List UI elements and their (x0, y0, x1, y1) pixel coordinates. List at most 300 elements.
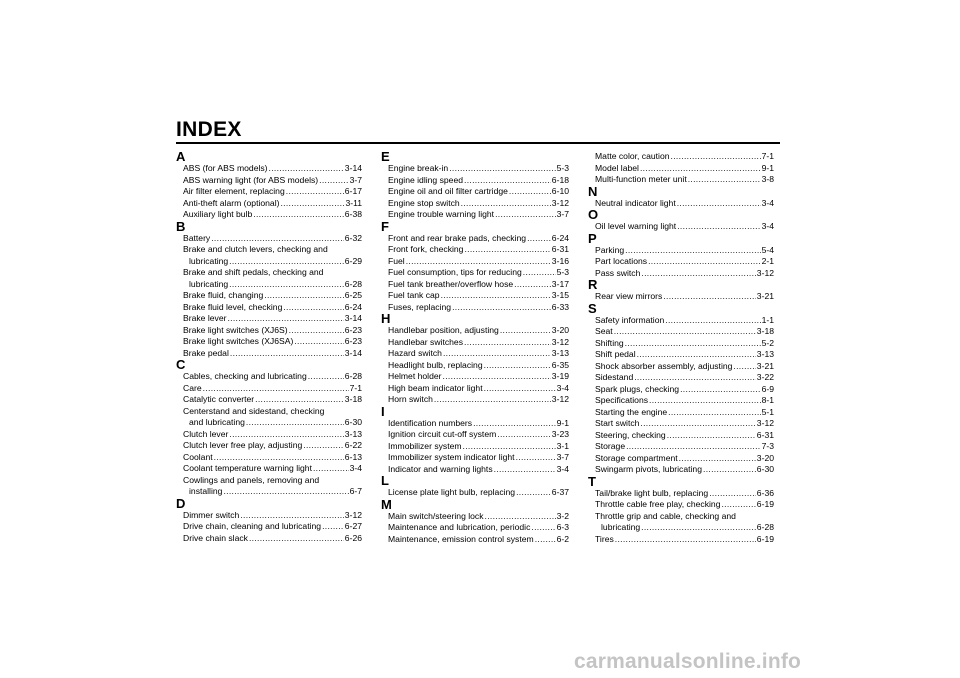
index-entry[interactable] (381, 452, 569, 464)
index-entry[interactable] (588, 326, 774, 338)
entry-text: Model label (595, 162, 639, 173)
entry-text: Throttle cable free play, checking (595, 499, 721, 509)
page-number: 3-7 (556, 452, 569, 462)
dot-leader (294, 336, 343, 348)
page-number: 3-11 (345, 197, 362, 208)
dot-leader (240, 510, 343, 522)
index-entry[interactable] (381, 441, 569, 453)
index-entry[interactable] (176, 302, 362, 314)
page-number: 3-18 (756, 326, 774, 336)
dot-leader (667, 430, 756, 442)
index-entry[interactable] (176, 394, 362, 406)
dot-leader (269, 163, 344, 175)
page-number: 6-28 (756, 522, 774, 532)
dot-leader (203, 383, 349, 395)
index-entry[interactable] (381, 302, 569, 314)
page-number: 6-31 (756, 429, 774, 440)
dot-leader (303, 440, 344, 452)
entry-text: Clutch lever free play, adjusting (183, 440, 303, 450)
index-entry[interactable] (381, 209, 569, 221)
index-entry[interactable] (588, 338, 774, 350)
dot-leader (227, 313, 343, 325)
entry-text: Drive chain slack (183, 532, 248, 543)
index-entry[interactable] (176, 233, 362, 245)
section-letter: F (381, 218, 389, 234)
section-letter: B (176, 218, 186, 234)
page-number: 6-10 (551, 186, 569, 196)
index-entry[interactable] (588, 407, 774, 419)
dot-leader (495, 209, 556, 221)
page-number: 3-18 (344, 394, 362, 404)
entry-text: Immobilizer system (388, 440, 462, 451)
index-entry[interactable] (381, 163, 569, 175)
section-letter: O (588, 207, 599, 222)
entry-text: Brake light switches (XJ6S) (183, 324, 288, 335)
dot-leader (464, 337, 551, 349)
page-number: 7-1 (761, 151, 774, 161)
page-number: 3-14 (344, 347, 362, 358)
page-number: 3-21 (756, 291, 774, 301)
dot-leader (214, 452, 344, 464)
index-entry[interactable] (381, 522, 569, 534)
dot-leader (516, 452, 556, 464)
page-number: 3-12 (756, 267, 774, 278)
entry-text: Shift pedal (595, 349, 636, 359)
index-entry[interactable] (588, 384, 774, 396)
entry-text: Handlebar switches (388, 336, 463, 347)
section-letter: L (381, 473, 389, 488)
entry-text: installing (189, 486, 223, 496)
index-entry[interactable] (588, 151, 774, 163)
page-number: 3-8 (761, 174, 774, 184)
index-entry[interactable] (381, 464, 569, 476)
dot-leader (733, 361, 755, 373)
entry-text: and lubricating (189, 417, 245, 427)
index-entry[interactable] (176, 406, 362, 429)
dot-leader (434, 394, 551, 406)
page-number: 3-16 (551, 255, 569, 266)
entry-text: Brake lever (183, 313, 227, 323)
page-number: 3-7 (556, 209, 569, 219)
page-number: 7-1 (349, 382, 362, 393)
entry-text: Centerstand and sidestand, checking (183, 405, 325, 416)
entry-text: Engine idling speed (388, 174, 464, 185)
index-entry[interactable] (588, 361, 774, 373)
entry-text: Headlight bulb, replacing (388, 359, 483, 370)
index-entry[interactable] (176, 209, 362, 221)
page-number: 3-12 (756, 418, 774, 428)
dot-leader (223, 486, 348, 498)
index-entry[interactable] (176, 325, 362, 337)
entry-text: Start switch (595, 418, 640, 428)
index-entry[interactable] (381, 534, 569, 546)
page-number: 3-4 (556, 382, 569, 393)
page-number: 5-1 (761, 406, 774, 417)
section-letter: S (588, 300, 597, 316)
page-number: 3-20 (551, 325, 569, 335)
entry-text: Maintenance and lubrication, periodic (388, 522, 531, 532)
page-number: 6-27 (344, 521, 362, 531)
entry-text: ABS (for ABS models) (183, 163, 268, 173)
index-entry[interactable] (381, 256, 569, 268)
entry-text: Handlebar position, adjusting (388, 325, 499, 335)
dot-leader (637, 349, 756, 361)
dot-leader (229, 256, 344, 268)
page-number: 6-28 (344, 278, 362, 289)
dot-leader (464, 175, 551, 187)
index-entry[interactable] (176, 198, 362, 210)
dot-leader (614, 326, 756, 338)
entry-text: lubricating (601, 522, 641, 532)
index-entry[interactable] (176, 521, 362, 533)
entry-text: Sidestand (595, 372, 634, 382)
index-entry[interactable] (176, 440, 362, 452)
index-entry[interactable] (588, 256, 774, 268)
index-entry[interactable] (588, 349, 774, 361)
dot-leader (648, 256, 761, 268)
index-entry[interactable] (381, 360, 569, 372)
page-number: 3-2 (556, 510, 569, 521)
page-number: 6-37 (551, 487, 569, 497)
entry-text: Seat (595, 326, 613, 336)
index-entry[interactable] (381, 429, 569, 441)
dot-leader (527, 233, 551, 245)
index-column-3 (588, 151, 774, 545)
index-entry[interactable] (588, 198, 774, 210)
dot-leader (721, 499, 755, 511)
entry-text: Engine trouble warning light (388, 209, 495, 219)
page-title: INDEX (176, 118, 242, 141)
dot-leader (229, 279, 344, 291)
entry-text: Safety information (595, 314, 665, 325)
index-entry[interactable] (176, 290, 362, 302)
entry-text: Care (183, 382, 202, 393)
index-entry[interactable] (381, 233, 569, 245)
page-number: 6-7 (349, 486, 362, 496)
dot-leader (679, 453, 756, 465)
index-entry[interactable] (381, 418, 569, 430)
dot-leader (497, 429, 551, 441)
entry-text: Part locations (595, 256, 648, 266)
dot-leader (452, 302, 551, 314)
index-entry[interactable] (588, 245, 774, 257)
dot-leader (641, 522, 756, 534)
dot-leader (665, 315, 760, 327)
dot-leader (313, 463, 349, 475)
page-number: 3-22 (756, 372, 774, 382)
page-number: 6-28 (344, 371, 362, 381)
page-number: 6-30 (756, 464, 774, 474)
page-number: 3-7 (349, 174, 362, 185)
entry-text: Horn switch (388, 394, 433, 404)
index-entry[interactable] (176, 533, 362, 545)
index-entry[interactable] (381, 279, 569, 291)
index-entry[interactable] (381, 244, 569, 256)
index-entry[interactable] (588, 499, 774, 511)
entry-text: Front fork, checking (388, 244, 464, 254)
dot-leader (211, 233, 344, 245)
index-entry[interactable] (381, 371, 569, 383)
entry-text: Air filter element, replacing (183, 186, 285, 196)
dot-leader (308, 371, 344, 383)
index-entry[interactable] (588, 315, 774, 327)
entry-text: Throttle grip and cable, checking and (595, 510, 736, 521)
index-entry[interactable] (588, 174, 774, 186)
entry-text: Coolant temperature warning light (183, 463, 312, 473)
entry-text: Tires (595, 533, 614, 544)
dot-leader (516, 487, 551, 499)
index-entry[interactable] (381, 394, 569, 406)
dot-leader (640, 163, 761, 175)
entry-text: Specifications (595, 395, 649, 405)
index-column-2 (381, 151, 569, 545)
page-number: 6-38 (344, 209, 362, 219)
page-number: 6-36 (756, 487, 774, 498)
entry-text: Auxiliary light bulb (183, 209, 253, 219)
entry-text: Indicator and warning lights (388, 463, 493, 474)
index-entry[interactable] (588, 534, 774, 546)
page-number: 3-13 (551, 348, 569, 358)
entry-text: Helmet holder (388, 371, 442, 381)
index-entry[interactable] (176, 475, 362, 498)
page-number: 6-18 (551, 174, 569, 185)
section-letter: D (176, 495, 186, 511)
section-letter: T (588, 473, 596, 489)
dot-leader (677, 198, 761, 210)
dot-leader (322, 521, 344, 533)
entry-text: Cables, checking and lubricating (183, 371, 307, 381)
entry-text: Matte color, caution (595, 151, 670, 161)
entry-text: lubricating (189, 255, 229, 266)
index-entry[interactable] (381, 175, 569, 187)
index-entry[interactable] (588, 488, 774, 500)
index-entry[interactable] (176, 452, 362, 464)
entry-text: Pass switch (595, 267, 641, 278)
entry-text: Brake pedal (183, 347, 229, 358)
page-number: 5-3 (556, 163, 569, 173)
entry-text: Starting the engine (595, 406, 668, 417)
page-number: 6-13 (344, 451, 362, 462)
index-entry[interactable] (588, 291, 774, 303)
page-number: 3-14 (344, 163, 362, 173)
entry-text: Shifting (595, 337, 624, 348)
entry-text: Brake fluid level, checking (183, 301, 283, 312)
page-number: 9-1 (761, 162, 774, 173)
section-letter: C (176, 357, 186, 372)
index-entry[interactable] (176, 267, 362, 290)
entry-text: Fuel consumption, tips for reducing (388, 267, 522, 277)
dot-leader (688, 174, 761, 186)
dot-leader (443, 348, 551, 360)
dot-leader (473, 418, 556, 430)
page-number: 6-24 (344, 301, 362, 312)
dot-leader (509, 186, 551, 198)
page-number: 3-17 (551, 278, 569, 289)
entry-text: Neutral indicator light (595, 197, 676, 208)
index-entry[interactable] (381, 267, 569, 279)
page-number: 6-9 (761, 383, 774, 394)
entry-text: License plate light bulb, replacing (388, 487, 516, 497)
dot-leader (640, 418, 755, 430)
page-number: 3-4 (556, 463, 569, 474)
entry-text: Drive chain, cleaning and lubricating (183, 521, 322, 531)
page-number: 6-23 (344, 324, 362, 335)
entry-text: Catalytic converter (183, 394, 255, 404)
page-number: 3-15 (551, 290, 569, 300)
index-entry[interactable] (381, 511, 569, 523)
section-letter: I (381, 403, 385, 419)
dot-leader (649, 395, 761, 407)
entry-text: Swingarm pivots, lubricating (595, 464, 702, 474)
index-entry[interactable] (176, 163, 362, 175)
dot-leader (406, 256, 551, 268)
index-entry[interactable] (176, 348, 362, 360)
page-number: 6-22 (344, 440, 362, 450)
index-entry[interactable] (176, 186, 362, 198)
index-entry[interactable] (176, 371, 362, 383)
entry-text: Brake and clutch levers, checking and (183, 244, 328, 254)
section-letter: A (176, 149, 186, 164)
dot-leader (668, 407, 760, 419)
index-entry[interactable] (588, 372, 774, 384)
dot-leader (677, 221, 760, 233)
page-number: 6-19 (756, 533, 774, 544)
index-entry[interactable] (588, 453, 774, 465)
page-number: 3-12 (344, 509, 362, 520)
dot-leader (485, 511, 556, 523)
index-entry[interactable] (381, 325, 569, 337)
page-number: 6-3 (556, 522, 569, 532)
index-entry[interactable] (176, 244, 362, 267)
page-number: 6-33 (551, 301, 569, 312)
entry-text: Storage (595, 441, 626, 451)
index-entry[interactable] (588, 268, 774, 280)
entry-text: Front and rear brake pads, checking (388, 232, 527, 243)
dot-leader (703, 464, 756, 476)
dot-leader (463, 441, 556, 453)
dot-leader (289, 325, 344, 337)
entry-text: Dimmer switch (183, 509, 240, 520)
dot-leader (680, 384, 761, 396)
dot-leader (264, 290, 344, 302)
dot-leader (253, 209, 344, 221)
index-entry[interactable] (588, 221, 774, 233)
dot-leader (514, 279, 551, 291)
index-entry[interactable] (588, 418, 774, 430)
dot-leader (625, 245, 760, 257)
dot-leader (494, 464, 556, 476)
entry-text: Engine break-in (388, 163, 449, 173)
entry-text: ABS warning light (for ABS models) (183, 174, 319, 185)
entry-text: lubricating (189, 278, 229, 289)
dot-leader (641, 268, 755, 280)
index-entry[interactable] (381, 198, 569, 210)
dot-leader (663, 291, 755, 303)
index-entry[interactable] (176, 175, 362, 187)
index-entry[interactable] (176, 313, 362, 325)
entry-text: Fuel tank breather/overflow hose (388, 278, 514, 289)
entry-text: Main switch/steering lock (388, 510, 484, 521)
entry-text: Engine oil and oil filter cartridge (388, 186, 508, 196)
index-entry[interactable] (381, 383, 569, 395)
page-number: 3-13 (756, 349, 774, 359)
dot-leader (255, 394, 344, 406)
entry-text: Battery (183, 232, 211, 243)
page-number: 3-20 (756, 452, 774, 463)
entry-text: Hazard switch (388, 348, 442, 358)
entry-text: Multi-function meter unit (595, 174, 687, 184)
page-number: 6-17 (344, 186, 362, 196)
section-letter: N (588, 183, 598, 199)
page-number: 5-3 (556, 267, 569, 277)
page-number: 3-1 (556, 440, 569, 451)
page-number: 3-23 (551, 429, 569, 439)
page-number: 1-1 (761, 314, 774, 325)
page-number: 3-21 (756, 360, 774, 371)
entry-text: Shock absorber assembly, adjusting (595, 360, 733, 371)
index-entry[interactable] (176, 383, 362, 395)
entry-text: Brake light switches (XJ6SA) (183, 336, 294, 346)
index-entry[interactable] (176, 336, 362, 348)
dot-leader (319, 175, 348, 187)
index-entry[interactable] (588, 395, 774, 407)
index-entry[interactable] (588, 441, 774, 453)
page-number: 3-13 (344, 428, 362, 439)
dot-leader (461, 198, 551, 210)
entry-text: Immobilizer system indicator light (388, 452, 515, 462)
index-entry[interactable] (588, 163, 774, 175)
index-entry[interactable] (588, 464, 774, 476)
index-entry[interactable] (381, 290, 569, 302)
index-entry[interactable] (176, 510, 362, 522)
entry-text: Spark plugs, checking (595, 383, 680, 394)
page-number: 3-4 (761, 197, 774, 208)
section-letter: R (588, 277, 598, 292)
entry-text: Tail/brake light bulb, replacing (595, 487, 709, 498)
index-entry[interactable] (176, 463, 362, 475)
page-number: 7-3 (761, 441, 774, 451)
dot-leader (671, 151, 761, 163)
watermark: carmanualsonline.info (574, 650, 802, 673)
index-entry[interactable] (381, 337, 569, 349)
entry-text: Rear view mirrors (595, 291, 663, 301)
index-entry[interactable] (381, 348, 569, 360)
page-number: 6-2 (556, 533, 569, 544)
page-number: 6-31 (551, 244, 569, 254)
entry-text: Cowlings and panels, removing and (183, 474, 320, 485)
index-entry[interactable] (588, 430, 774, 442)
dot-leader (286, 186, 344, 198)
page-number: 6-24 (551, 232, 569, 243)
index-column-1 (176, 151, 362, 544)
index-entry[interactable] (588, 511, 774, 534)
page-number: 3-4 (349, 463, 362, 473)
section-letter: P (588, 230, 597, 246)
dot-leader (283, 302, 343, 314)
dot-leader (531, 522, 555, 534)
dot-leader (500, 325, 551, 337)
dot-leader (484, 383, 556, 395)
page-number: 9-1 (556, 417, 569, 428)
index-entry[interactable] (381, 186, 569, 198)
entry-text: Ignition circuit cut-off system (388, 429, 497, 439)
dot-leader (229, 429, 343, 441)
dot-leader (625, 338, 761, 350)
page-number: 6-23 (344, 336, 362, 346)
index-entry[interactable] (381, 487, 569, 499)
entry-text: Clutch lever (183, 428, 229, 439)
index-entry[interactable] (176, 429, 362, 441)
